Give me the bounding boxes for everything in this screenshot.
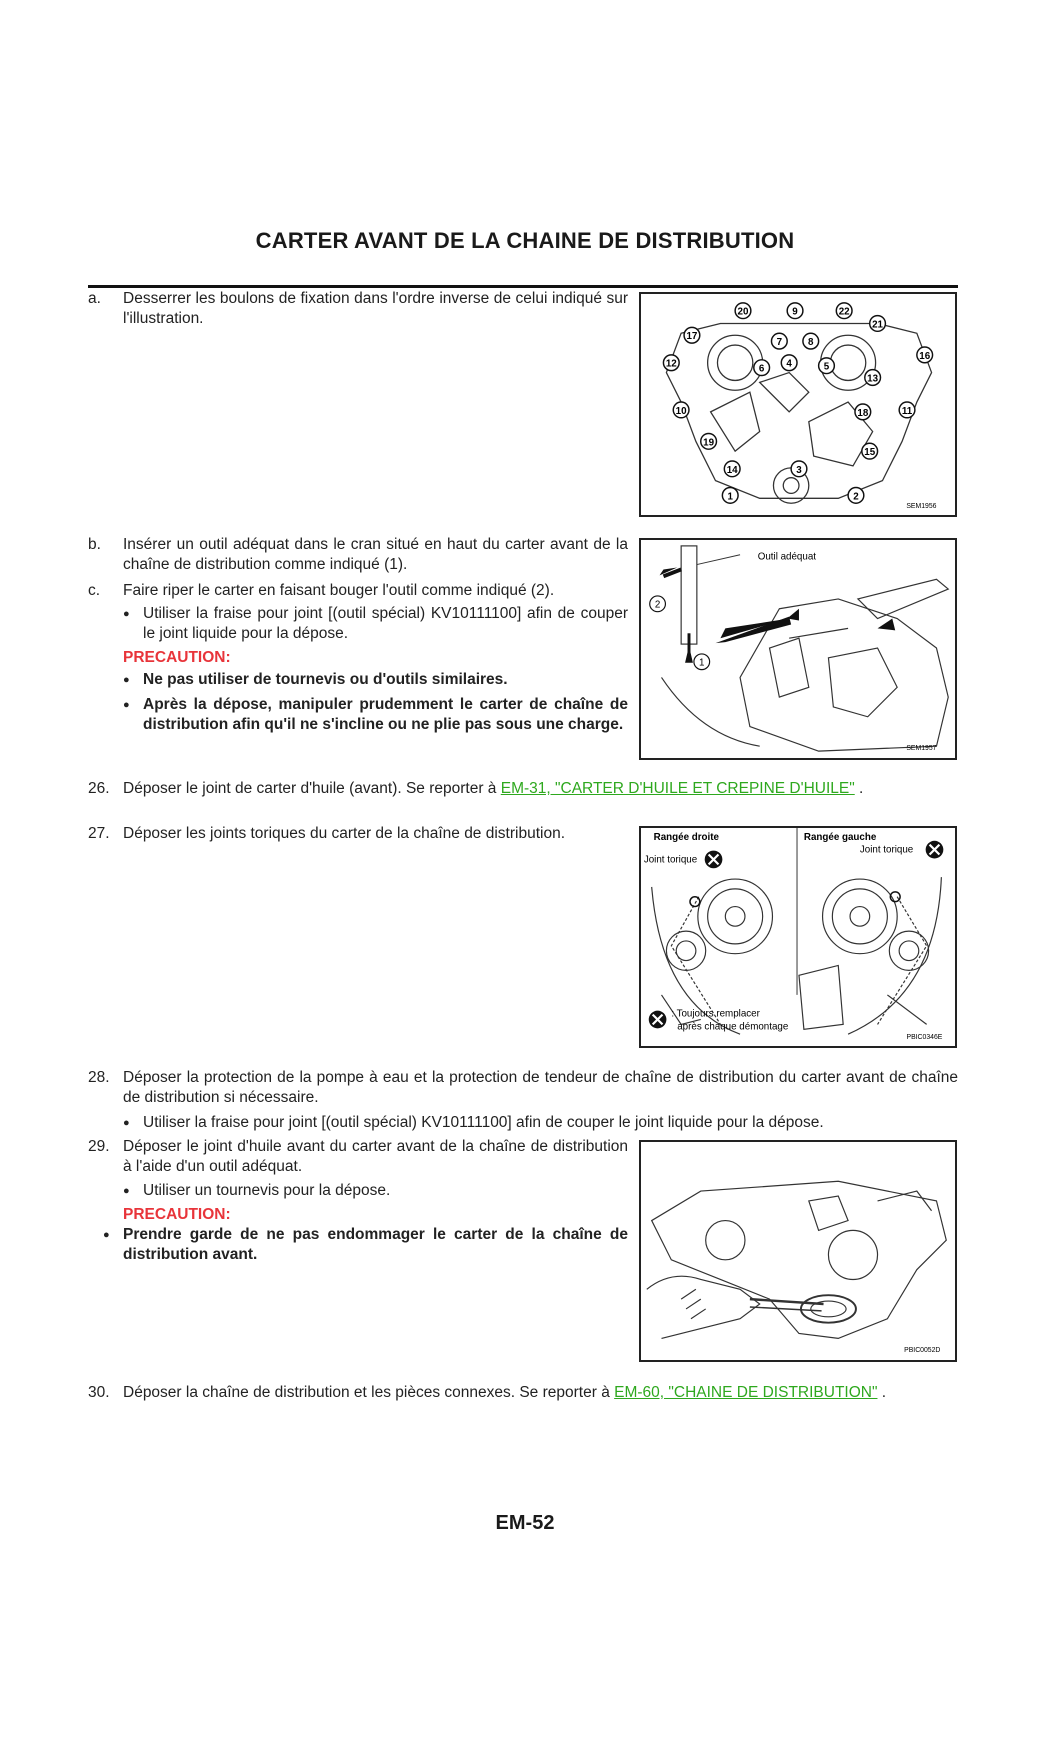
svg-text:2: 2 xyxy=(853,491,859,503)
svg-text:11: 11 xyxy=(901,405,913,417)
svg-text:19: 19 xyxy=(703,437,715,449)
replace-icon xyxy=(926,841,944,859)
svg-text:6: 6 xyxy=(758,363,765,375)
svg-text:7: 7 xyxy=(776,337,783,349)
title-rule xyxy=(88,285,958,288)
legend-text: après chaque démontage xyxy=(677,1021,789,1033)
step-text: Déposer le joint de carter d'huile (avant). Se reporter à EM-31, "CARTER D'HUILE ET CREPINE D'HUILE" . xyxy=(123,780,864,797)
bolt-marker-2 xyxy=(848,487,864,503)
svg-text:5: 5 xyxy=(823,361,830,373)
left-bank-title: Rangée gauche xyxy=(803,831,877,843)
svg-text:22: 22 xyxy=(838,306,850,318)
tool-insertion-diagram xyxy=(641,540,955,758)
oil-seal-figure xyxy=(639,1140,957,1362)
figure-code: SEM1957 xyxy=(906,745,937,753)
precaution-heading: PRECAUTION: xyxy=(123,649,231,666)
svg-text:8: 8 xyxy=(808,337,814,349)
step-text: Déposer les joints toriques du carter de la chaîne de distribution. xyxy=(123,825,565,842)
step-text: Faire riper le carter en faisant bouger l'outil comme indiqué (2). xyxy=(123,582,555,599)
step-text: Insérer un outil adéquat dans le cran situé en haut du carter avant de la chaîne de distribution comme indiqué (1). xyxy=(123,536,628,573)
replace-icon xyxy=(705,851,723,869)
svg-text:18: 18 xyxy=(857,407,869,419)
svg-text:20: 20 xyxy=(737,306,749,318)
step-number: b. xyxy=(88,536,101,553)
bolt-marker-15 xyxy=(862,443,878,459)
callout-1: 1 xyxy=(699,657,705,669)
svg-text:16: 16 xyxy=(919,350,931,362)
page-title: CARTER AVANT DE LA CHAINE DE DISTRIBUTION xyxy=(255,228,795,253)
bolt-marker-10 xyxy=(673,402,689,418)
bolt-marker-18 xyxy=(855,404,871,420)
figure-code: PBIC0346E xyxy=(906,1034,943,1042)
bolt-marker-22 xyxy=(836,303,852,319)
bolt-marker-20 xyxy=(735,303,751,319)
step-number: 29. xyxy=(88,1138,110,1155)
step-number: 26. xyxy=(88,780,110,797)
bolt-marker-13 xyxy=(865,370,881,386)
replace-icon xyxy=(649,1011,667,1029)
svg-text:3: 3 xyxy=(796,464,802,476)
precaution-text: ● Prendre garde de ne pas endommager le carter de la chaîne de distribution avant. xyxy=(123,1225,628,1265)
step-text: Desserrer les boulons de fixation dans l'ordre inverse de celui indiqué sur l'illustration. xyxy=(123,290,628,327)
precaution-heading: PRECAUTION: xyxy=(123,1206,231,1223)
step-text: Déposer la protection de la pompe à eau et la protection de tendeur de chaîne de distribution du carter avant de chaîne de distribution si nécessaire. xyxy=(123,1069,958,1106)
bolt-marker-19 xyxy=(701,433,717,449)
bullet-item: ● Utiliser la fraise pour joint [(outil spécial) KV10111100] afin de couper le joint liquide pour la dépose. xyxy=(143,1113,958,1133)
o-ring-label-right: Joint torique xyxy=(859,844,914,856)
cross-reference-link[interactable]: EM-60, "CHAINE DE DISTRIBUTION" xyxy=(614,1384,878,1401)
right-bank-title: Rangée droite xyxy=(653,831,719,843)
step-number: 30. xyxy=(88,1384,110,1401)
precaution-bullet: ● Ne pas utiliser de tournevis ou d'outils similaires. xyxy=(143,670,628,690)
bolt-marker-5 xyxy=(819,358,835,374)
precaution-bullet: ● Après la dépose, manipuler prudemment le carter de chaîne de distribution afin qu'il ne s'incline ou ne plie pas sous une charge. xyxy=(143,695,628,735)
legend-text: : Toujours remplacer xyxy=(671,1008,760,1020)
oil-seal-diagram xyxy=(641,1142,955,1360)
o-ring-diagram xyxy=(641,828,955,1046)
svg-text:9: 9 xyxy=(792,306,798,318)
figure-code: PBIC0052D xyxy=(904,1347,941,1355)
bolt-order-figure xyxy=(639,292,957,517)
bolt-marker-6 xyxy=(754,360,770,376)
cross-reference-link[interactable]: EM-31, "CARTER D'HUILE ET CREPINE D'HUILE" xyxy=(500,780,855,797)
svg-text:15: 15 xyxy=(864,447,876,459)
bolt-marker-3 xyxy=(791,461,807,477)
bullet-item: ● Utiliser la fraise pour joint [(outil spécial) KV10111100] afin de couper le joint liquide pour la dépose. xyxy=(143,604,628,644)
step-text: Déposer la chaîne de distribution et les pièces connexes. Se reporter à EM-60, "CHAINE DE DISTRIBUTION" . xyxy=(123,1384,887,1401)
bolt-marker-16 xyxy=(917,347,933,363)
figure-code: SEM1956 xyxy=(906,503,937,511)
bolt-marker-17 xyxy=(684,327,700,343)
svg-text:17: 17 xyxy=(686,331,698,343)
svg-text:14: 14 xyxy=(726,464,738,476)
bolt-marker-1 xyxy=(722,487,738,503)
page-number: EM-52 xyxy=(495,1512,555,1534)
o-ring-figure xyxy=(639,826,957,1048)
svg-text:1: 1 xyxy=(727,491,733,503)
bolt-marker-9 xyxy=(787,303,803,319)
step-number: c. xyxy=(88,582,101,599)
bolt-marker-7 xyxy=(771,333,787,349)
step-number: a. xyxy=(88,290,101,307)
step-number: 28. xyxy=(88,1069,110,1086)
svg-text:13: 13 xyxy=(867,373,879,385)
bolt-order-diagram xyxy=(641,294,955,515)
bolt-marker-11 xyxy=(899,402,915,418)
svg-text:10: 10 xyxy=(675,405,687,417)
svg-text:12: 12 xyxy=(665,358,677,370)
bolt-marker-12 xyxy=(663,355,679,371)
tool-label: Outil adéquat xyxy=(757,551,817,563)
svg-text:4: 4 xyxy=(786,358,792,370)
step-number: 27. xyxy=(88,825,110,842)
o-ring-label-left: Joint torique xyxy=(643,854,698,866)
bullet-item: ● Utiliser un tournevis pour la dépose. xyxy=(143,1181,628,1201)
svg-text:21: 21 xyxy=(872,319,884,331)
tool-insertion-figure xyxy=(639,538,957,760)
bolt-marker-8 xyxy=(803,333,819,349)
callout-2: 2 xyxy=(654,599,661,611)
bolt-marker-14 xyxy=(724,461,740,477)
bolt-marker-4 xyxy=(781,355,797,371)
bolt-marker-21 xyxy=(870,316,886,332)
step-text: Déposer le joint d'huile avant du carter avant de la chaîne de distribution à l'aide d'un outil adéquat. xyxy=(123,1138,628,1175)
